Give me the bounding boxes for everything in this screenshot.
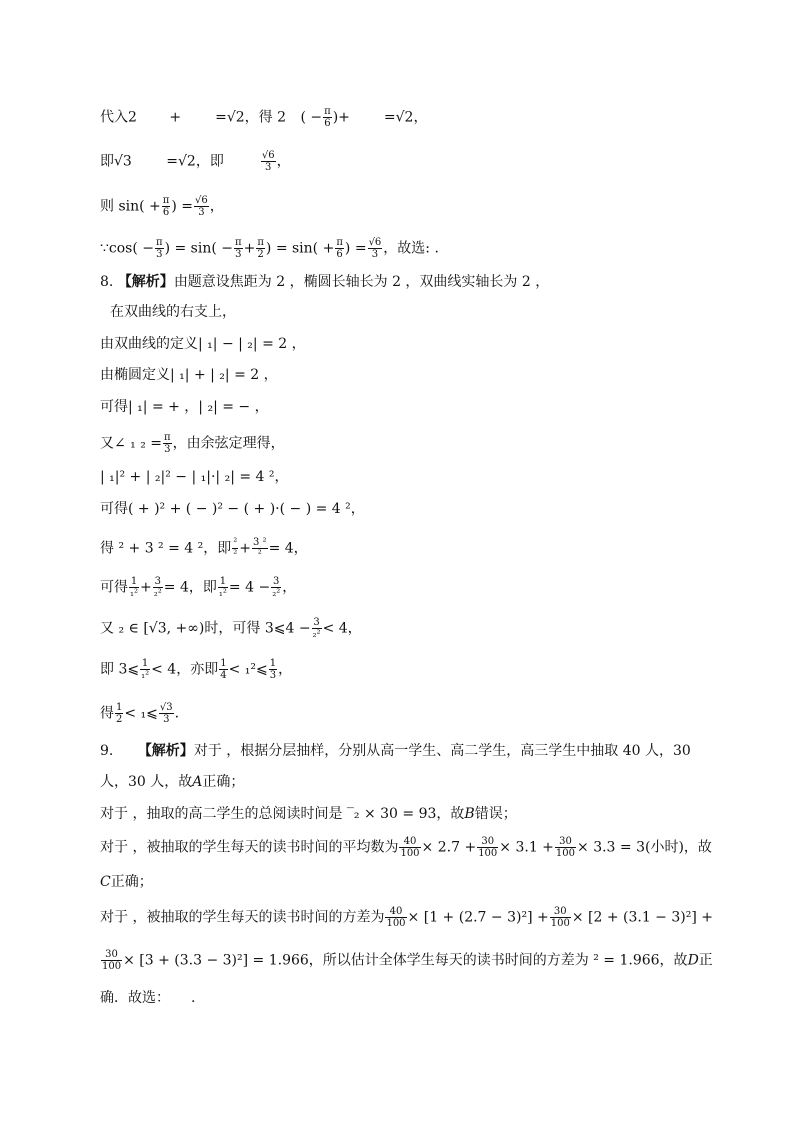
problem-number: 8. — [100, 274, 114, 290]
fraction: $\frac{1}{2}$ — [116, 702, 123, 725]
text-line-11: | ₁|² + | ₂|² − | ₁|·| ₂| = 4 ²， — [100, 469, 289, 485]
text-line-19: 人，30 人，故A正确； — [100, 774, 245, 790]
fraction: $\frac{1}{\text{₁²}}$ — [141, 658, 150, 681]
problem-number: 9. — [100, 743, 114, 759]
fraction: $\frac{30}{100}$ — [102, 949, 122, 972]
fraction: $\frac{√6}{3}$ — [368, 237, 382, 260]
text-line-7: 由双曲线的定义| ₁| − | ₂| = 2 ， — [100, 336, 306, 352]
text-line-16: 即 3⩽ $\frac{1}{\text{₁²}}$ < 4，亦即 $\frac{1}{4}$ < ₁²⩽ $\frac{1}{3}$ ， — [100, 658, 293, 681]
problem-9-heading: 9. 【解析】对于 ，根据分层抽样，分别从高一学生、高二学生，高三学生中抽取 40 人，30 — [100, 743, 691, 759]
text-line-21: 对于 ，被抽取的学生每天的读书时间的平均数为 $\frac{40}{100}$ × 2.7 + $\frac{30}{100}$ × 3.1 + $\frac{30}{100}$ × 3.3 = 3(小时)，故 — [100, 836, 712, 859]
text-line-9: 可得| ₁| = + ，| ₂| = − ， — [100, 399, 269, 415]
text-line-17: 得 $\frac{1}{2}$ < ₁⩽ $\frac{√3}{3}$ . — [100, 702, 180, 725]
fraction: $\frac{30}{100}$ — [550, 906, 570, 929]
fraction: $\frac{30}{100}$ — [555, 836, 576, 859]
fraction: $\frac{1}{\text{₁²}}$ — [218, 576, 227, 599]
fraction: $\frac{3}{\text{₂²}}$ — [153, 576, 162, 599]
fraction: $\frac{30}{100}$ — [478, 836, 498, 859]
analysis-tag: 【解析】 — [137, 743, 194, 759]
fraction: $\frac{\text{3 ²}}{\text{²}}$ — [253, 537, 267, 560]
fraction: $\frac{40}{100}$ — [386, 906, 406, 929]
fraction: $\frac{\pi}{6}$ — [336, 237, 343, 260]
fraction: $\frac{3}{\text{₂²}}$ — [272, 576, 281, 599]
text-line-10: 又∠ ₁ ₂ = $\frac{\pi}{3}$ ，由余弦定理得， — [100, 432, 285, 455]
text-line-23: 对于 ，被抽取的学生每天的读书时间的方差为 $\frac{40}{100}$ × [1 + (2.7 − 3)²] + $\frac{30}{100}$ × [2 + (3.1 − 3)²] + — [100, 906, 713, 929]
fraction: $\frac{√6}{3}$ — [261, 150, 275, 173]
fraction: $\frac{\pi}{3}$ — [164, 432, 171, 455]
text-line-14: 可得 $\frac{1}{\text{₁²}}$ + $\frac{3}{\text{₂²}}$ = 4，即 $\frac{1}{\text{₁²}}$ = 4 − $\frac{3}{\text{₂²}}$ ， — [100, 576, 297, 599]
fraction: $\frac{1}{\text{₁²}}$ — [130, 576, 139, 599]
text-line-12: 可得( + )² + ( − )² − ( + )·( − ) = 4 ²， — [100, 501, 365, 517]
text-line-25: 确．故选： . — [100, 990, 196, 1006]
text-line-2: 即√3 =√2，即 $\frac{√6}{3}$ ， — [100, 150, 291, 173]
text-line-13: 得 ² + 3 ² = 4 ²，即 $\frac{\text{²}}{\text{²}}$ + $\frac{\text{3 ²}}{\text{²}}$ = 4， — [100, 537, 308, 560]
text-line-22: C正确； — [100, 874, 153, 890]
text-line-15: 又 ₂ ∈ [√3, +∞)时，可得 3⩽4 − $\frac{3}{\text{₂²}}$ < 4， — [100, 617, 362, 640]
text-line-6: 在双曲线的右支上， — [110, 304, 236, 320]
fraction: $\frac{\pi}{2}$ — [257, 237, 264, 260]
fraction: $\frac{1}{4}$ — [220, 658, 227, 681]
fraction: $\frac{3}{\text{₂²}}$ — [312, 617, 321, 640]
fraction: $\frac{√6}{3}$ — [195, 195, 208, 218]
fraction: $\frac{\pi}{6}$ — [324, 106, 331, 129]
fraction: $\frac{\pi}{3}$ — [235, 237, 242, 260]
fraction: $\frac{\text{²}}{\text{²}}$ — [233, 537, 238, 560]
analysis-tag: 【解析】 — [117, 274, 174, 290]
fraction: $\frac{1}{3}$ — [269, 658, 277, 681]
text-line-20: 对于 ，抽取的高二学生的总阅读时间是 ‾₂ × 30 = 93，故B错误； — [100, 806, 517, 822]
fraction: $\frac{40}{100}$ — [400, 836, 420, 859]
problem-8-heading: 8. 【解析】由题意设焦距为 2 ，椭圆长轴长为 2 ，双曲线实轴长为 2 ， — [100, 274, 550, 290]
text-line-4: ∵cos( − $\frac{\pi}{3}$ ) = sin( − $\frac{\pi}{3}$ + $\frac{\pi}{2}$ ) = sin( + $\frac{\pi}{6}$ ) = $\frac{√6}{3}$ ，故选: . — [100, 237, 439, 260]
text-line-1: 代入2 + =√2，得 2 ( − $\frac{\pi}{6}$ )+ =√2， — [100, 106, 428, 129]
text-line-8: 由椭圆定义| ₁| + | ₂| = 2 ， — [100, 367, 278, 383]
fraction: $\frac{√3}{3}$ — [159, 702, 173, 725]
fraction: $\frac{\pi}{3}$ — [156, 237, 163, 260]
text-line-24: $\frac{30}{100}$ × [3 + (3.3 − 3)²] = 1.966，所以估计全体学生每天的读书时间的方差为 ² = 1.966，故D正 — [102, 949, 713, 972]
fraction: $\frac{\pi}{6}$ — [162, 195, 170, 218]
text-line-3: 则 sin( + $\frac{\pi}{6}$ ) = $\frac{√6}{3}$ ， — [100, 195, 224, 218]
